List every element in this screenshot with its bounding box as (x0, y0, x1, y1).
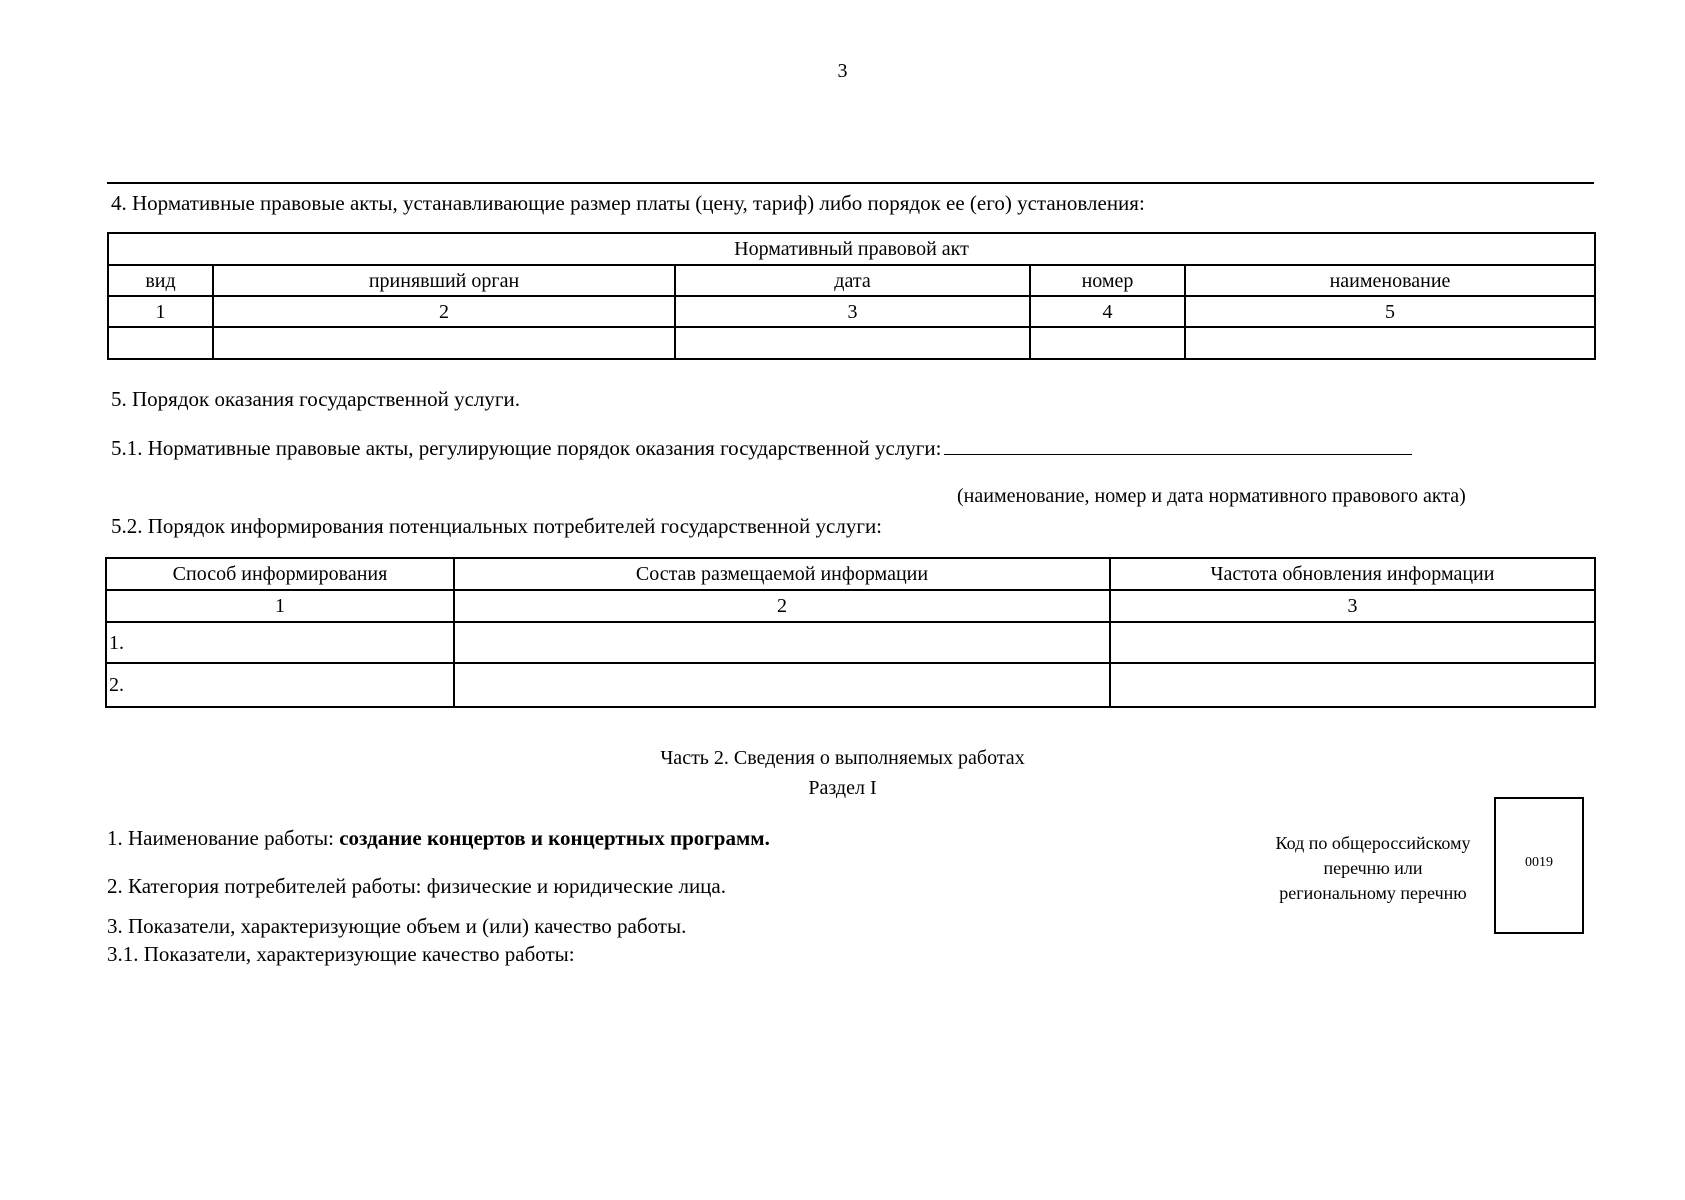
col-number-1: 1 (106, 590, 454, 622)
page-number: 3 (837, 60, 848, 82)
col-number-2: 2 (213, 296, 675, 327)
table-row-2-frequency (1110, 663, 1595, 707)
work-name-value: создание концертов и концертных программ. (339, 826, 770, 850)
col-header-method: Способ информирования (106, 558, 454, 590)
section4-heading: 4. Нормативные правовые акты, устанавливающие размер платы (цену, тариф) либо порядок ее (его) установления: (111, 191, 1145, 215)
empty-cell (213, 327, 675, 359)
code-label-line1: Код по общероссийскому (1275, 833, 1471, 853)
informing-table (105, 557, 1596, 708)
table-row-2-label: 2. (106, 663, 454, 707)
col-header-organ: принявший орган (213, 265, 675, 296)
table-row-1-frequency (1110, 622, 1595, 663)
item51-line (111, 434, 1412, 461)
work-name-line (107, 825, 770, 851)
col-header-frequency: Частота обновления информации (1110, 558, 1595, 590)
item51-text: 5.1. Нормативные правовые акты, регулирующие порядок оказания государственной услуги: (111, 436, 942, 460)
top-rule (107, 182, 1594, 184)
empty-cell (675, 327, 1030, 359)
table-row-2-content (454, 663, 1110, 707)
empty-cell (1030, 327, 1185, 359)
part2-section: Раздел I (808, 777, 877, 799)
col-number-3: 3 (675, 296, 1030, 327)
code-label-line3: региональному перечню (1279, 883, 1467, 903)
col-header-vid: вид (108, 265, 213, 296)
code-label (1258, 831, 1488, 906)
col-number-3: 3 (1110, 590, 1595, 622)
col-header-date: дата (675, 265, 1030, 296)
empty-cell (1185, 327, 1595, 359)
legal-acts-group-header: Нормативный правовой акт (108, 233, 1595, 265)
item51-fill-line (944, 434, 1412, 455)
consumer-category: 2. Категория потребителей работы: физические и юридические лица. (107, 874, 726, 898)
code-value: 0019 (1525, 855, 1553, 870)
col-number-4: 4 (1030, 296, 1185, 327)
item51-caption: (наименование, номер и дата нормативного правового акта) (957, 485, 1466, 507)
work-name-label: 1. Наименование работы: (107, 826, 340, 850)
legal-acts-table (107, 232, 1596, 360)
code-label-line2: перечню или (1323, 858, 1423, 878)
col-header-name: наименование (1185, 265, 1595, 296)
table-row-1-content (454, 622, 1110, 663)
item3-text: 3. Показатели, характеризующие объем и (или) качество работы. (107, 914, 687, 938)
table-row-1-label: 1. (106, 622, 454, 663)
item52-text: 5.2. Порядок информирования потенциальных потребителей государственной услуги: (111, 514, 883, 538)
section5-heading: 5. Порядок оказания государственной услуги. (111, 387, 520, 411)
code-box (1494, 797, 1584, 934)
part2-title: Часть 2. Сведения о выполняемых работах (660, 747, 1025, 769)
col-header-number: номер (1030, 265, 1185, 296)
empty-cell (108, 327, 213, 359)
col-header-content: Состав размещаемой информации (454, 558, 1110, 590)
col-number-2: 2 (454, 590, 1110, 622)
col-number-5: 5 (1185, 296, 1595, 327)
item31-text: 3.1. Показатели, характеризующие качество работы: (107, 942, 575, 966)
col-number-1: 1 (108, 296, 213, 327)
